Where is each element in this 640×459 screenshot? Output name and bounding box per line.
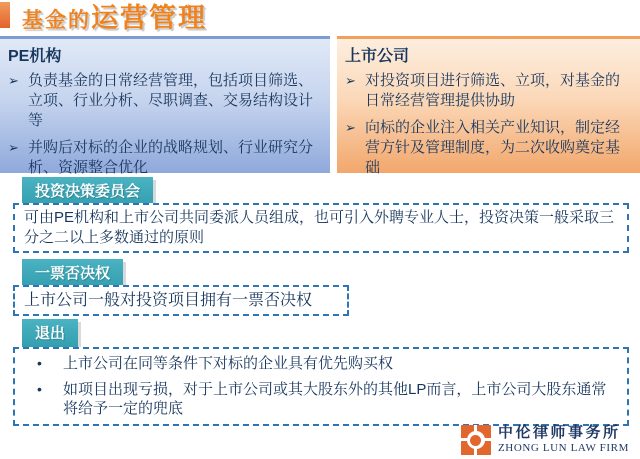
dot-bullet-icon: •: [37, 380, 42, 397]
section-text: 上市公司一般对投资项目拥有一票否决权: [24, 292, 313, 309]
listed-company-column: [337, 36, 640, 176]
page-title-prefix: 基金的: [22, 9, 91, 32]
page-title-emphasis: 运营管理: [91, 3, 207, 33]
list-item: [24, 380, 618, 419]
arrow-bullet-icon: ➢: [8, 73, 19, 88]
section-badge-exit: 退出: [22, 319, 78, 347]
section-text: 可由PE机构和上市公司共同委派人员组成，也可引入外聘专业人士，投资决策一般采取三分之二以上多数通过的原则: [24, 209, 615, 247]
list-item: [8, 138, 324, 178]
list-item-text: 向标的企业注入相关产业知识，制定经营方针及管理制度，为二次收购奠定基础: [365, 118, 621, 176]
section-badge-investment-committee: 投资决策委员会: [22, 177, 153, 205]
list-item-text: 并购后对标的企业的战略规划、行业研究分析、资源整合优化: [28, 138, 314, 176]
logo-name-en: ZHONG LUN LAW FIRM: [497, 442, 629, 455]
dot-bullet-icon: •: [37, 355, 42, 371]
arrow-bullet-icon: ➢: [345, 119, 356, 135]
arrow-bullet-icon: ➢: [345, 73, 356, 88]
list-item: [345, 118, 634, 178]
logo-text: [498, 425, 629, 455]
logo-mark-icon: [461, 425, 491, 455]
page-title: [22, 0, 207, 34]
comparison-columns: [0, 36, 640, 176]
list-item: [8, 71, 324, 131]
list-item-text: 对投资项目进行筛选、立项，对基金的日常经营管理提供协助: [365, 72, 621, 109]
list-item-text: 上市公司在同等条件下对标的企业具有优先购买权: [63, 355, 394, 372]
logo-name-cn: 中伦律师事务所: [497, 425, 621, 442]
title-accent-bar: [0, 2, 10, 28]
list-item: [345, 71, 634, 111]
pe-column-header: PE机构: [8, 48, 62, 65]
list-item: [24, 354, 618, 374]
section-box-veto-right: [13, 285, 349, 316]
section-box-investment-committee: [13, 203, 629, 253]
listed-company-column-header: 上市公司: [345, 48, 410, 65]
pe-column: [0, 36, 330, 176]
section-box-exit: [13, 347, 629, 426]
list-item-text: 负责基金的日常经营管理，包括项目筛选、立项、行业分析、尽职调查、交易结构设计等: [28, 72, 314, 129]
law-firm-logo: [461, 425, 629, 455]
section-badge-veto-right: 一票否决权: [22, 259, 123, 287]
list-item-text: 如项目出现亏损，对于上市公司或其大股东外的其他LP而言，上市公司大股东通常将给予一定的兜底: [63, 380, 607, 417]
arrow-bullet-icon: ➢: [8, 139, 19, 155]
